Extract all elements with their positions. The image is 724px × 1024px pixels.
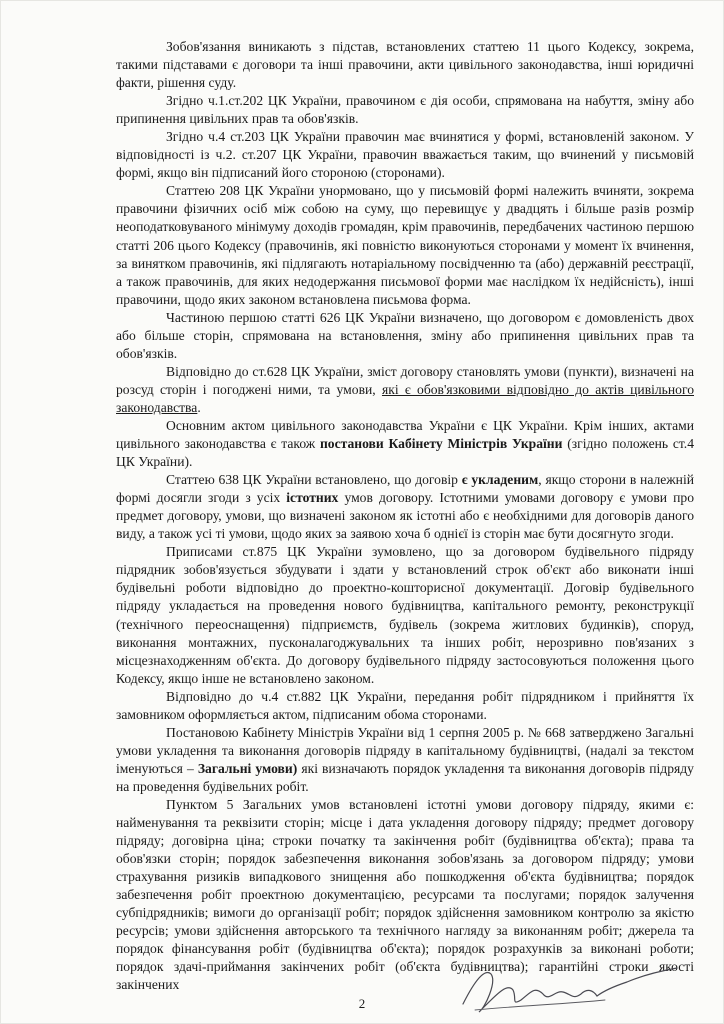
bold-text: постанови Кабінету Міністрів України	[319, 436, 563, 452]
bold-text: істотних	[286, 490, 339, 506]
text-span: , якщо сторони в належній формі досягли згоди з усіх	[116, 472, 695, 506]
paragraph-article-882: Відповідно до ч.4 ст.882 ЦК України, передання робіт підрядником і прийняття їх замовником оформляється актом, підписаним обома сторонами.	[116, 688, 694, 722]
bold-text: є укладеним	[461, 472, 539, 488]
text-span: умов договору. Істотними умовами договору є умови про предмет договору, умови, що визначені законом як істотні або є необхідними для договорів даного виду, а також усі ті умови, щодо яких за заявою хоча б однієї із сторін має бути досягнуто згоди.	[116, 490, 694, 542]
underlined-text: які є обов'язковими відповідно до актів цивільного законодавства	[116, 381, 694, 415]
document-body	[116, 38, 694, 994]
bold-text: Загальні умови)	[197, 760, 298, 776]
paragraph-article-628	[116, 363, 694, 417]
paragraph-article-202: Згідно ч.1.ст.202 ЦК України, правочином є дія особи, спрямована на набуття, зміну або припинення цивільних прав та обов'язків.	[116, 93, 694, 127]
paragraph-article-638	[116, 471, 694, 543]
paragraph-point-5: Пунктом 5 Загальних умов встановлені істотні умови договору підряду, якими є: найменування та реквізити сторін; місце і дата укладення договору підряду; предмет договору підряду; договірна ціна; строки початку та закінчення робіт (будівництва об'єкта); права та обов'язки сторін; порядок забезпечення виконання зобов'язань за договором підряду; умови страхування ризиків випадкового знищення або пошкодження об'єкта будівництва; порядок забезпечення робіт проектною документацією, ресурсами та послугами; порядок залучення субпідрядників; вимоги до організації робіт; порядок здійснення замовником контролю за якістю ресурсів; умови здійснення авторського та технічного нагляду за виконанням робіт; джерела та порядок фінансування робіт (будівництва об'єкта); порядок розрахунків за виконані роботи; порядок здачі-приймання закінчених робіт (об'єкта будівництва); гарантійні строки якості закінчених	[116, 796, 694, 993]
text-span: .	[197, 399, 201, 415]
paragraph-article-203: Згідно ч.4 ст.203 ЦК України правочин має вчинятися у формі, встановленій законом. У відповідності із ч.2. ст.207 ЦК України, правочин вважається таким, що вчинений у письмовій формі, якщо він підписаний його стороною (сторонами).	[116, 129, 694, 181]
page-number: 2	[358, 996, 366, 1011]
paragraph-obligations: Зобов'язання виникають з підстав, встановлених статтею 11 цього Кодексу, зокрема, такими підставами є договори та інші правочини, акти цивільного законодавства, інші юридичні факти, рішення суду.	[116, 39, 694, 91]
paragraph-article-875: Приписами ст.875 ЦК України зумовлено, що за договором будівельного підряду підрядник зобов'язується збудувати і здати у встановлений строк об'єкт або виконати інші будівельні роботи відповідно до проектно-кошторисної документації. Договір будівельного підряду укладається на проведення нового будівництва, капітального ремонту, реконструкції (технічного переоснащення) підприємств, будівель (зокрема житлових будинків), споруд, виконання монтажних, пусконалагоджувальних та інших робіт, нерозривно пов'язаних з місцезнаходженням об'єкта. До договору будівельного підряду застосовуються положення цього Кодексу, якщо інше не встановлено законом.	[116, 544, 694, 686]
text-span: (згідно положень ст.4 ЦК України).	[116, 436, 694, 470]
handwritten-signature	[455, 960, 685, 1020]
paragraph-article-626: Частиною першою статті 626 ЦК України визначено, що договором є домовленість двох або більше сторін, спрямована на встановлення, зміну або припинення цивільних прав та обов'язків.	[116, 309, 694, 361]
text-span: Відповідно до ст.628 ЦК України, зміст договору становлять умови (пункти), визначені на розсуд сторін і погоджені ними, та умови,	[116, 363, 694, 397]
text-span: Статтею 638 ЦК України встановлено, що договір	[166, 472, 458, 488]
paragraph-article-208: Статтею 208 ЦК України унормовано, що у письмовій формі належить вчиняти, зокрема правочини фізичних осіб між собою на суму, що перевищує у двадцять і більше разів розмір неоподатковуваного мінімуму доходів громадян, крім правочинів, передбачених частиною першою статті 206 цього Кодексу (правочинів, які повністю виконуються сторонами у момент їх вчинення, за винятком правочинів, які підлягають нотаріальному посвідченню та (або) державній реєстрації, а також правочинів, для яких недодержання письмової форми має наслідком їх недійсність), інші правочини, щодо яких законом встановлена письмова форма.	[116, 183, 694, 307]
paragraph-cabinet-resolution	[116, 724, 694, 796]
text-span: які визначають порядок укладення та виконання договорів підряду на проведення будівельних робіт.	[116, 760, 694, 794]
text-span: Постановою Кабінету Міністрів України від 1 серпня 2005 р. № 668 затверджено Загальні умови укладення та виконання договорів підряду в капітальному будівництві, (надалі за текстом іменуються –	[116, 724, 694, 776]
paragraph-civil-acts	[116, 417, 694, 471]
text-span: Основним актом цивільного законодавства України є ЦК України. Крім інших, актами цивільного законодавства є також	[116, 417, 694, 452]
